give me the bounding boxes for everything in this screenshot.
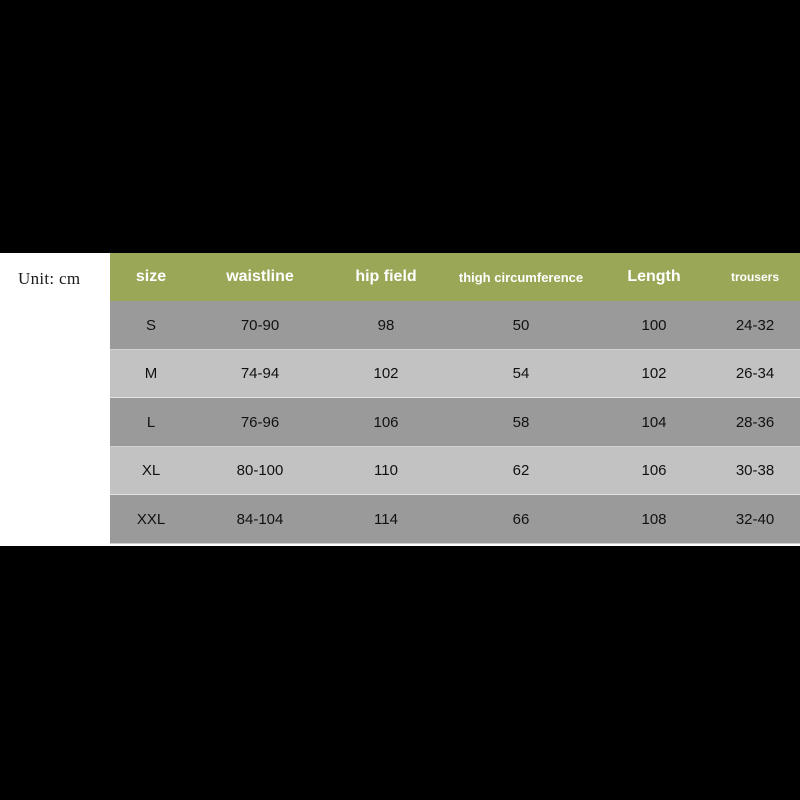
table-row: [110, 495, 800, 544]
cell-waistline: 84-104: [192, 495, 328, 544]
cell-trousers: 26-34: [710, 350, 800, 399]
cell-length: 102: [598, 350, 710, 399]
cell-waistline: 74-94: [192, 350, 328, 399]
cell-size: S: [110, 301, 192, 350]
cell-thigh: 58: [444, 398, 598, 447]
table-header: [110, 253, 800, 301]
cell-hip: 98: [328, 301, 444, 350]
cell-thigh: 54: [444, 350, 598, 399]
cell-size: XL: [110, 447, 192, 496]
cell-hip: 110: [328, 447, 444, 496]
cell-trousers: 32-40: [710, 495, 800, 544]
cell-thigh: 62: [444, 447, 598, 496]
cell-hip: 106: [328, 398, 444, 447]
cell-trousers: 30-38: [710, 447, 800, 496]
column-header-size: size: [110, 253, 192, 301]
table-row: [110, 301, 800, 350]
table-row: [110, 398, 800, 447]
cell-hip: 114: [328, 495, 444, 544]
table-row: [110, 350, 800, 399]
cell-length: 108: [598, 495, 710, 544]
cell-trousers: 28-36: [710, 398, 800, 447]
size-chart-table: [110, 253, 800, 544]
table-body: [110, 301, 800, 544]
cell-length: 104: [598, 398, 710, 447]
column-header-length: Length: [598, 253, 710, 301]
cell-size: M: [110, 350, 192, 399]
column-header-thigh-circumference: thigh circumference: [444, 253, 598, 301]
cell-thigh: 66: [444, 495, 598, 544]
cell-waistline: 70-90: [192, 301, 328, 350]
cell-trousers: 24-32: [710, 301, 800, 350]
cell-length: 106: [598, 447, 710, 496]
cell-length: 100: [598, 301, 710, 350]
cell-size: L: [110, 398, 192, 447]
column-header-waistline: waistline: [192, 253, 328, 301]
cell-hip: 102: [328, 350, 444, 399]
cell-size: XXL: [110, 495, 192, 544]
cell-thigh: 50: [444, 301, 598, 350]
cell-waistline: 76-96: [192, 398, 328, 447]
table-header-row: [110, 253, 800, 301]
column-header-hip-field: hip field: [328, 253, 444, 301]
cell-waistline: 80-100: [192, 447, 328, 496]
column-header-trousers: trousers: [710, 253, 800, 301]
unit-label: Unit: cm: [18, 269, 81, 288]
table-row: [110, 447, 800, 496]
